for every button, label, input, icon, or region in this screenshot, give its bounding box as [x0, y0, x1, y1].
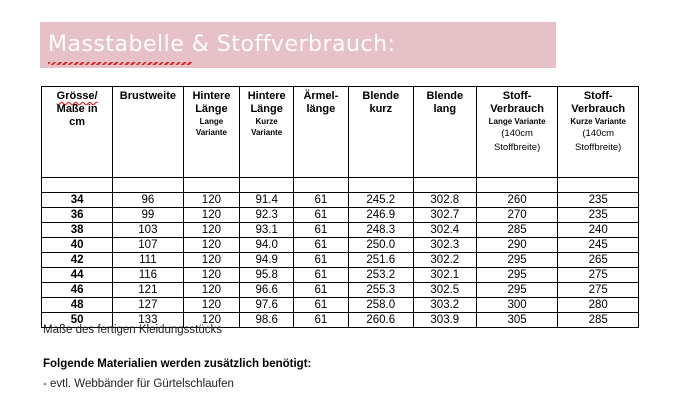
table-cell: 246.9 — [348, 208, 413, 223]
table-row — [42, 283, 639, 298]
table-cell: 235 — [558, 208, 639, 223]
materials-heading: Folgende Materialien werden zusätzlich benötigt: — [43, 358, 312, 370]
table-cell: 245.2 — [348, 193, 413, 208]
table-cell: 285 — [476, 223, 558, 238]
spacer-cell — [558, 178, 639, 193]
materials-item: - evtl. Webbänder für Gürtelschlaufen — [43, 378, 234, 390]
header-cell-aermellaenge — [294, 87, 349, 178]
table-cell: 302.2 — [413, 253, 476, 268]
table-cell: 302.5 — [413, 283, 476, 298]
table-cell: 295 — [476, 283, 558, 298]
header-line: Maße in — [56, 103, 98, 115]
table-cell: 303.2 — [413, 298, 476, 313]
table-cell: 302.7 — [413, 208, 476, 223]
header-cell-blende-lang — [413, 87, 476, 178]
table-cell: 97.6 — [240, 298, 294, 313]
header-line: kurz — [369, 103, 393, 115]
table-cell: 120 — [183, 223, 240, 238]
table-cell: 61 — [294, 298, 349, 313]
table-cell: 96.6 — [240, 283, 294, 298]
table-cell: 61 — [294, 238, 349, 253]
header-cell-brustweite — [113, 87, 183, 178]
header-sub: Variante — [251, 128, 283, 137]
header-line: Stoff- — [583, 90, 613, 102]
header-note: Stoffbreite) — [493, 142, 541, 153]
table-cell: 94.9 — [240, 253, 294, 268]
header-line: Brustweite — [119, 90, 176, 102]
table-cell: 103 — [113, 223, 183, 238]
table-cell: 116 — [113, 268, 183, 283]
table-cell: 120 — [183, 283, 240, 298]
table-cell: 133 — [113, 313, 183, 328]
table-cell: 61 — [294, 208, 349, 223]
size-cell: 38 — [42, 223, 113, 238]
header-row — [42, 87, 639, 178]
header-line: Blende — [426, 90, 464, 102]
header-line: Hintere — [192, 90, 231, 102]
table-cell: 120 — [183, 253, 240, 268]
table-cell: 91.4 — [240, 193, 294, 208]
table-caption: Maße des fertigen Kleidungsstücks — [43, 324, 222, 336]
header-note: (140cm — [501, 128, 533, 139]
table-cell: 61 — [294, 283, 349, 298]
table-row — [42, 253, 639, 268]
size-cell: 36 — [42, 208, 113, 223]
table-cell: 251.6 — [348, 253, 413, 268]
spacer-cell — [413, 178, 476, 193]
header-sub: Kurze Variante — [570, 117, 626, 126]
header-sub: Kurze — [255, 117, 278, 126]
table-cell: 245 — [558, 238, 639, 253]
table-cell: 295 — [476, 268, 558, 283]
size-cell: 46 — [42, 283, 113, 298]
header-line: Ärmel- — [303, 90, 339, 102]
table-cell: 258.0 — [348, 298, 413, 313]
table-cell: 240 — [558, 223, 639, 238]
spacer-cell — [240, 178, 294, 193]
header-line: Hintere — [247, 90, 286, 102]
spacer-cell — [42, 178, 113, 193]
table-cell: 61 — [294, 253, 349, 268]
spacer-cell — [183, 178, 240, 193]
header-line: cm — [69, 116, 86, 128]
header-line: Länge — [195, 103, 228, 115]
table-cell: 302.3 — [413, 238, 476, 253]
table-cell: 107 — [113, 238, 183, 253]
table-cell: 290 — [476, 238, 558, 253]
header-sub: Lange Variante — [488, 117, 546, 126]
table-cell: 253.2 — [348, 268, 413, 283]
table-cell: 120 — [183, 193, 240, 208]
header-line: Blende — [362, 90, 400, 102]
size-cell: 40 — [42, 238, 113, 253]
spacer-cell — [294, 178, 349, 193]
table-cell: 127 — [113, 298, 183, 313]
header-line: Stoff- — [502, 90, 532, 102]
size-cell: 50 — [42, 313, 113, 328]
spacer-cell — [476, 178, 558, 193]
table-row — [42, 193, 639, 208]
header-cell-hintere-laenge-kurz — [240, 87, 294, 178]
page-title: Masstabelle & Stoffverbrauch: — [48, 32, 396, 57]
header-cell-stoffverbrauch-kurz — [558, 87, 639, 178]
table-row — [42, 223, 639, 238]
table-cell: 302.8 — [413, 193, 476, 208]
header-line: Verbrauch — [490, 103, 544, 115]
table-cell: 280 — [558, 298, 639, 313]
table-cell: 300 — [476, 298, 558, 313]
title-banner — [40, 22, 556, 68]
table-cell: 302.4 — [413, 223, 476, 238]
table-cell: 260 — [476, 193, 558, 208]
size-table — [41, 86, 639, 328]
table-cell: 285 — [558, 313, 639, 328]
size-cell: 48 — [42, 298, 113, 313]
table-cell: 92.3 — [240, 208, 294, 223]
table-cell: 121 — [113, 283, 183, 298]
table-cell: 93.1 — [240, 223, 294, 238]
table-cell: 99 — [113, 208, 183, 223]
table-cell: 295 — [476, 253, 558, 268]
table-cell: 96 — [113, 193, 183, 208]
table-cell: 120 — [183, 238, 240, 253]
spacer-row — [42, 178, 639, 193]
table-cell: 255.3 — [348, 283, 413, 298]
header-line: Verbrauch — [571, 103, 626, 115]
table-cell: 303.9 — [413, 313, 476, 328]
table-cell: 111 — [113, 253, 183, 268]
header-note: Stoffbreite) — [575, 142, 622, 153]
spellcheck-underline — [48, 62, 192, 65]
size-cell: 42 — [42, 253, 113, 268]
table-cell: 120 — [183, 313, 240, 328]
header-line: länge — [306, 103, 336, 115]
table-cell: 120 — [183, 298, 240, 313]
table-cell: 275 — [558, 268, 639, 283]
table-cell: 61 — [294, 313, 349, 328]
header-cell-hintere-laenge-lang — [183, 87, 240, 178]
table-cell: 61 — [294, 223, 349, 238]
header-sub: Variante — [195, 128, 227, 137]
header-line: Länge — [250, 103, 283, 115]
header-line: lang — [433, 103, 457, 115]
table-row — [42, 238, 639, 253]
header-note: (140cm — [582, 128, 615, 139]
table-row — [42, 208, 639, 223]
table-cell: 302.1 — [413, 268, 476, 283]
header-cell-size — [42, 87, 113, 178]
spacer-cell — [113, 178, 183, 193]
table-cell: 98.6 — [240, 313, 294, 328]
table-cell: 270 — [476, 208, 558, 223]
table-cell: 94.0 — [240, 238, 294, 253]
table-cell: 61 — [294, 268, 349, 283]
table-row — [42, 268, 639, 283]
table-row — [42, 298, 639, 313]
table-cell: 235 — [558, 193, 639, 208]
header-cell-blende-kurz — [348, 87, 413, 178]
table-cell: 260.6 — [348, 313, 413, 328]
table-cell: 120 — [183, 268, 240, 283]
header-line: Grösse/ — [56, 90, 98, 102]
size-cell: 34 — [42, 193, 113, 208]
spacer-cell — [348, 178, 413, 193]
size-cell: 44 — [42, 268, 113, 283]
table-cell: 275 — [558, 283, 639, 298]
table-cell: 248.3 — [348, 223, 413, 238]
table-cell: 61 — [294, 193, 349, 208]
table-cell: 265 — [558, 253, 639, 268]
header-cell-stoffverbrauch-lang — [476, 87, 558, 178]
header-sub: Lange — [199, 117, 224, 126]
table-cell: 95.8 — [240, 268, 294, 283]
table-cell: 305 — [476, 313, 558, 328]
table-cell: 250.0 — [348, 238, 413, 253]
table-cell: 120 — [183, 208, 240, 223]
